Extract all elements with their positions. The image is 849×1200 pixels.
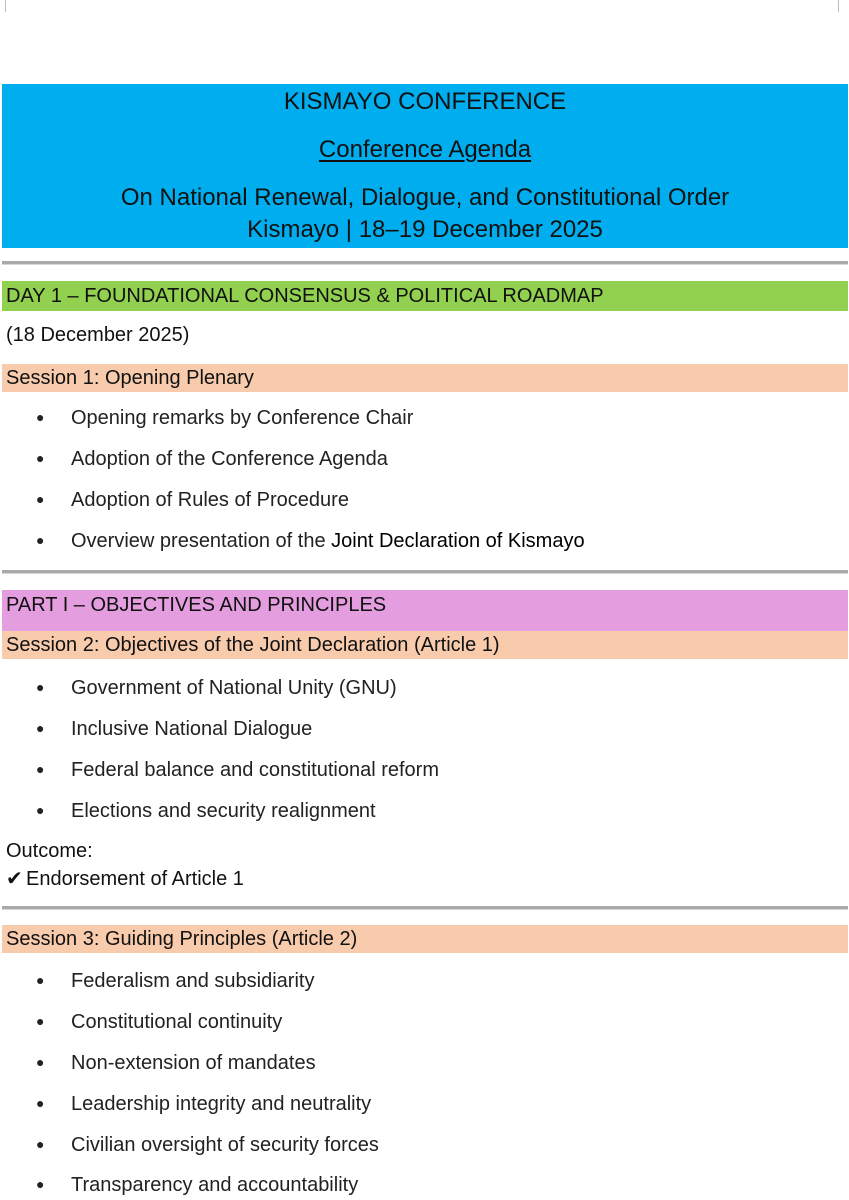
title-block bbox=[2, 84, 848, 248]
list-item: ● Adoption of the Conference Agenda bbox=[36, 447, 388, 472]
bullet-dot-icon: ● bbox=[36, 1094, 45, 1111]
session1-heading: Session 1: Opening Plenary bbox=[2, 364, 848, 392]
bullet-dot-icon: ● bbox=[36, 801, 45, 818]
session3-heading: Session 3: Guiding Principles (Article 2) bbox=[2, 925, 848, 953]
bullet-dot-icon: ● bbox=[36, 678, 45, 695]
divider bbox=[2, 570, 848, 574]
check-mark-icon: ✔ bbox=[6, 868, 23, 890]
list-item: ● Federal balance and constitutional reform bbox=[36, 758, 439, 783]
bullet-dot-icon: ● bbox=[36, 719, 45, 736]
bullet-dot-icon: ● bbox=[36, 1175, 45, 1192]
list-item: ● Federalism and subsidiarity bbox=[36, 969, 314, 994]
list-item: ● Opening remarks by Conference Chair bbox=[36, 406, 413, 431]
bullet-dot-icon: ● bbox=[36, 971, 45, 988]
page-corner-mark-left bbox=[5, 0, 16, 12]
bullet-dot-icon: ● bbox=[36, 449, 45, 466]
agenda-subtitle-text: Conference Agenda bbox=[318, 136, 532, 163]
conference-theme: On National Renewal, Dialogue, and Constitutional Order bbox=[120, 184, 730, 211]
divider bbox=[2, 261, 848, 265]
bullet-dot-icon: ● bbox=[36, 490, 45, 507]
day1-date: (18 December 2025) bbox=[6, 324, 190, 346]
list-item: ● Inclusive National Dialogue bbox=[36, 717, 312, 742]
session2-heading: Session 2: Objectives of the Joint Declaration (Article 1) bbox=[2, 631, 848, 659]
bullet-dot-icon: ● bbox=[36, 531, 45, 548]
bullet-dot-icon: ● bbox=[36, 760, 45, 777]
bullet-dot-icon: ● bbox=[36, 408, 45, 425]
declaration-name: Joint Declaration of Kismayo bbox=[331, 530, 585, 552]
page-corner-mark-right bbox=[828, 0, 839, 12]
bullet-dot-icon: ● bbox=[36, 1135, 45, 1152]
list-item: ● Elections and security realignment bbox=[36, 799, 376, 824]
agenda-subtitle bbox=[2, 134, 848, 165]
list-item: ● Civilian oversight of security forces bbox=[36, 1133, 379, 1158]
list-item: ● Non-extension of mandates bbox=[36, 1051, 316, 1076]
list-item: ● Government of National Unity (GNU) bbox=[36, 676, 397, 701]
list-item: ● Transparency and accountability bbox=[36, 1173, 358, 1198]
outcome-item: ✔ Endorsement of Article 1 bbox=[6, 868, 244, 890]
list-item: ● Constitutional continuity bbox=[36, 1010, 282, 1035]
list-item: ● Leadership integrity and neutrality bbox=[36, 1092, 371, 1117]
list-item: ● Overview presentation of the Joint Declaration of Kismayo bbox=[36, 529, 585, 554]
bullet-dot-icon: ● bbox=[36, 1012, 45, 1029]
conference-title: KISMAYO CONFERENCE bbox=[283, 88, 567, 115]
bullet-dot-icon: ● bbox=[36, 1053, 45, 1070]
list-item: ● Adoption of Rules of Procedure bbox=[36, 488, 349, 513]
location-dates: Kismayo | 18–19 December 2025 bbox=[247, 216, 603, 243]
part1-heading: PART I – OBJECTIVES AND PRINCIPLES bbox=[2, 590, 848, 631]
divider bbox=[2, 906, 848, 910]
outcome-label: Outcome: bbox=[6, 840, 93, 862]
day1-heading: DAY 1 – FOUNDATIONAL CONSENSUS & POLITICAL ROADMAP bbox=[2, 281, 848, 311]
